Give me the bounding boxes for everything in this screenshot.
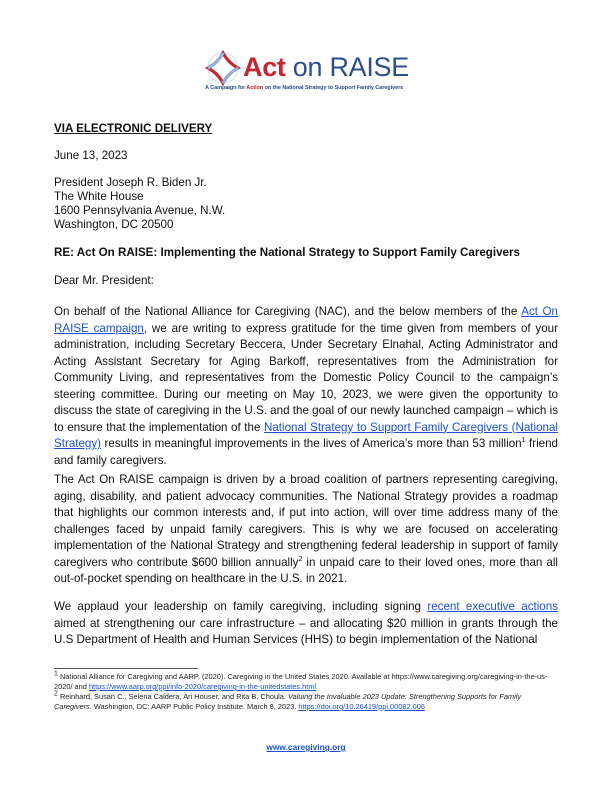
address-line: Washington, DC 20500	[54, 218, 174, 231]
star-compass-icon	[205, 50, 241, 86]
letter-date: June 13, 2023	[54, 149, 128, 162]
caregiving-website-link[interactable]: www.caregiving.org	[266, 742, 346, 752]
footnote-ref-2: 2	[298, 555, 303, 563]
paragraph-2: The Act On RAISE campaign is driven by a broad coalition of partners representing caregiving, aging, disability, and patient advocacy communities. The National Strategy provides a roadmap that highlights our common interests and, if put into action, will over time address many of the challenges faced by unpaid family caregivers. This is why we are focused on accelerating implementation of the National Strategy and strengthening federal leadership in support of family caregivers who contribute $600 billion annually$^2$ in unpaid care to their loved ones, more than all out-of-pocket spending on healthcare in the U.S. in 2021.	[54, 473, 558, 585]
address-line: President Joseph R. Biden Jr.	[54, 176, 207, 189]
footnote-divider	[54, 668, 198, 669]
page-footer	[0, 742, 612, 752]
footnote-ref-1: 1	[521, 437, 526, 445]
national-strategy-link[interactable]: National Strategy to Support Family Caregivers (National Strategy)	[54, 420, 558, 450]
paragraph-3: We applaud your leadership on family caregiving, including signing recent executive actions aimed at strengthening our care infrastructure – and allocating $20 million in grants through the U.S Department of Health and Human Services (HHS) to begin implementation of the National	[54, 600, 558, 646]
aarp-caregiving-link[interactable]: https://www.aarp.org/ppi/info-2020/caregiving-in-the-unitedstates.html	[88, 682, 317, 691]
footnote-1: $^1$ National Alliance for Caregiving and AARP. (2020). Caregiving in the United States 2020. Available at https://www.caregiving.org/caregiving-in-the-us-2020/ and https://www.aarp.org/ppi/info-2020/caregiving-in-the-unitedstates.html	[54, 670, 548, 691]
doi-link[interactable]: https://doi.org/10.26419/ppi.00082.006	[298, 702, 425, 711]
logo-tagline: A Campaign for Action on the National Strategy to Support Family Caregivers	[205, 85, 404, 91]
footnote-2: $^2$ Reinhard, Susan C., Selena Caldera, Ari Houser, and Rita B. Choula. Valuing the Invaluable 2023 Update: Strengthening Supports for Family Caregivers. Washington, DC: AARP Public Policy Institute. March 8, 2023. https://doi.org/10.26419/ppi.00082.006	[54, 690, 522, 711]
act-on-raise-logo	[205, 50, 415, 94]
act-on-raise-campaign-link[interactable]: Act On RAISE campaign	[54, 305, 558, 335]
paragraph-1: On behalf of the National Alliance for Caregiving (NAC), and the below members of the Act On RAISE campaign, we are writing to express gratitude for the time given from members of your administration, including Secretary Beccera, Under Secretary Elnahal, Acting Administrator and Acting Assistant Secretary for Aging Barkoff, representatives from the Administration for Community Living, and representatives from the Domestic Policy Council to the campaign’s steering committee. During our meeting on May 10, 2023, we were given the opportunity to discuss the state of caregiving in the U.S. and the goal of our newly launched campaign – which is to ensure that the implementation of the National Strategy to Support Family Caregivers (National Strategy) results in meaningful improvements in the lives of America’s more than 53 million$^1$ friend and family caregivers.	[54, 305, 558, 467]
subject-line: RE: Act On RAISE: Implementing the National Strategy to Support Family Caregivers	[54, 246, 520, 259]
executive-actions-link[interactable]: recent executive actions	[427, 600, 558, 613]
delivery-method: VIA ELECTRONIC DELIVERY	[54, 122, 213, 135]
logo-wordmark: Act on RAISE	[243, 52, 409, 82]
address-line: 1600 Pennsylvania Avenue, N.W.	[54, 204, 226, 217]
recipient-address	[54, 176, 558, 232]
address-line: The White House	[54, 190, 144, 203]
salutation: Dear Mr. President:	[54, 274, 154, 287]
footnotes	[54, 672, 558, 712]
